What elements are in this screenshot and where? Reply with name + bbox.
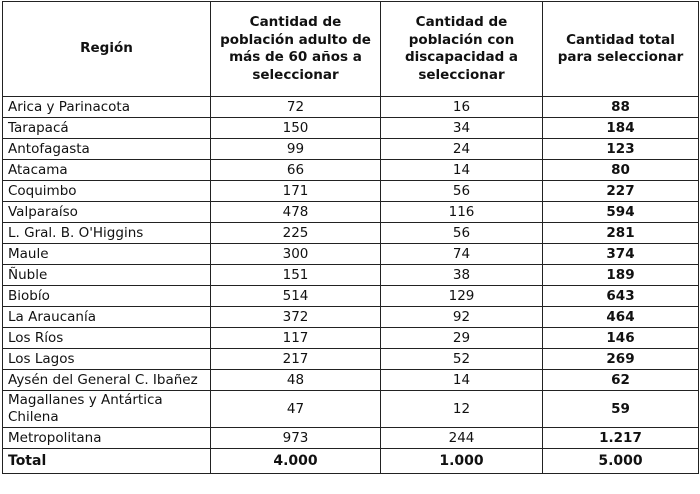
- cell-adult: 478: [211, 202, 381, 223]
- table-row: [3, 265, 699, 286]
- cell-region: Magallanes y Antártica Chilena: [3, 391, 211, 428]
- cell-disability: 92: [381, 307, 543, 328]
- cell-region: Valparaíso: [3, 202, 211, 223]
- table-row: [3, 202, 699, 223]
- cell-total: 146: [543, 328, 699, 349]
- table-row: [3, 286, 699, 307]
- table-header-row: [3, 2, 699, 97]
- cell-total: 189: [543, 265, 699, 286]
- cell-disability: 244: [381, 428, 543, 449]
- cell-disability: 24: [381, 139, 543, 160]
- cell-total: 643: [543, 286, 699, 307]
- header-total: Cantidad total para seleccionar: [543, 2, 699, 97]
- cell-adult: 171: [211, 181, 381, 202]
- cell-total: 594: [543, 202, 699, 223]
- cell-disability: 74: [381, 244, 543, 265]
- cell-total: 80: [543, 160, 699, 181]
- table-total-row: [3, 449, 699, 474]
- cell-total: 227: [543, 181, 699, 202]
- total-grand: 5.000: [543, 449, 699, 474]
- cell-disability: 34: [381, 118, 543, 139]
- cell-region: Biobío: [3, 286, 211, 307]
- cell-disability: 56: [381, 223, 543, 244]
- cell-disability: 116: [381, 202, 543, 223]
- cell-disability: 16: [381, 97, 543, 118]
- cell-disability: 52: [381, 349, 543, 370]
- table-row: [3, 181, 699, 202]
- cell-total: 281: [543, 223, 699, 244]
- cell-total: 269: [543, 349, 699, 370]
- table-row: [3, 370, 699, 391]
- total-adult: 4.000: [211, 449, 381, 474]
- cell-total: 88: [543, 97, 699, 118]
- total-disability: 1.000: [381, 449, 543, 474]
- cell-total: 62: [543, 370, 699, 391]
- cell-adult: 225: [211, 223, 381, 244]
- cell-disability: 14: [381, 160, 543, 181]
- cell-total: 1.217: [543, 428, 699, 449]
- header-adult-population: Cantidad de población adulto de más de 60 años a seleccionar: [211, 2, 381, 97]
- table-row: [3, 160, 699, 181]
- cell-total: 464: [543, 307, 699, 328]
- table-row: [3, 391, 699, 428]
- cell-region: Los Ríos: [3, 328, 211, 349]
- cell-region: Tarapacá: [3, 118, 211, 139]
- cell-region: Antofagasta: [3, 139, 211, 160]
- cell-disability: 56: [381, 181, 543, 202]
- cell-region: Ñuble: [3, 265, 211, 286]
- cell-region: Coquimbo: [3, 181, 211, 202]
- table-row: [3, 349, 699, 370]
- cell-adult: 47: [211, 391, 381, 428]
- cell-total: 59: [543, 391, 699, 428]
- cell-region: Arica y Parinacota: [3, 97, 211, 118]
- cell-adult: 48: [211, 370, 381, 391]
- cell-adult: 514: [211, 286, 381, 307]
- table-row: [3, 244, 699, 265]
- table-row: [3, 223, 699, 244]
- table-row: [3, 307, 699, 328]
- cell-adult: 151: [211, 265, 381, 286]
- cell-region: Maule: [3, 244, 211, 265]
- table-row: [3, 118, 699, 139]
- cell-disability: 14: [381, 370, 543, 391]
- cell-adult: 300: [211, 244, 381, 265]
- cell-total: 374: [543, 244, 699, 265]
- region-selection-table: [2, 1, 699, 474]
- cell-adult: 372: [211, 307, 381, 328]
- cell-adult: 99: [211, 139, 381, 160]
- table-row: [3, 139, 699, 160]
- cell-total: 184: [543, 118, 699, 139]
- cell-region: Metropolitana: [3, 428, 211, 449]
- header-disability-population: Cantidad de población con discapacidad a seleccionar: [381, 2, 543, 97]
- cell-disability: 38: [381, 265, 543, 286]
- cell-adult: 973: [211, 428, 381, 449]
- cell-region: Los Lagos: [3, 349, 211, 370]
- cell-region: Atacama: [3, 160, 211, 181]
- cell-adult: 117: [211, 328, 381, 349]
- cell-disability: 129: [381, 286, 543, 307]
- total-label: Total: [3, 449, 211, 474]
- table-row: [3, 328, 699, 349]
- cell-adult: 150: [211, 118, 381, 139]
- table-row: [3, 97, 699, 118]
- table-row: [3, 428, 699, 449]
- header-region: Región: [3, 2, 211, 97]
- cell-disability: 12: [381, 391, 543, 428]
- cell-adult: 217: [211, 349, 381, 370]
- cell-region: L. Gral. B. O'Higgins: [3, 223, 211, 244]
- cell-total: 123: [543, 139, 699, 160]
- cell-adult: 72: [211, 97, 381, 118]
- cell-region: La Araucanía: [3, 307, 211, 328]
- cell-adult: 66: [211, 160, 381, 181]
- cell-region: Aysén del General C. Ibañez: [3, 370, 211, 391]
- cell-disability: 29: [381, 328, 543, 349]
